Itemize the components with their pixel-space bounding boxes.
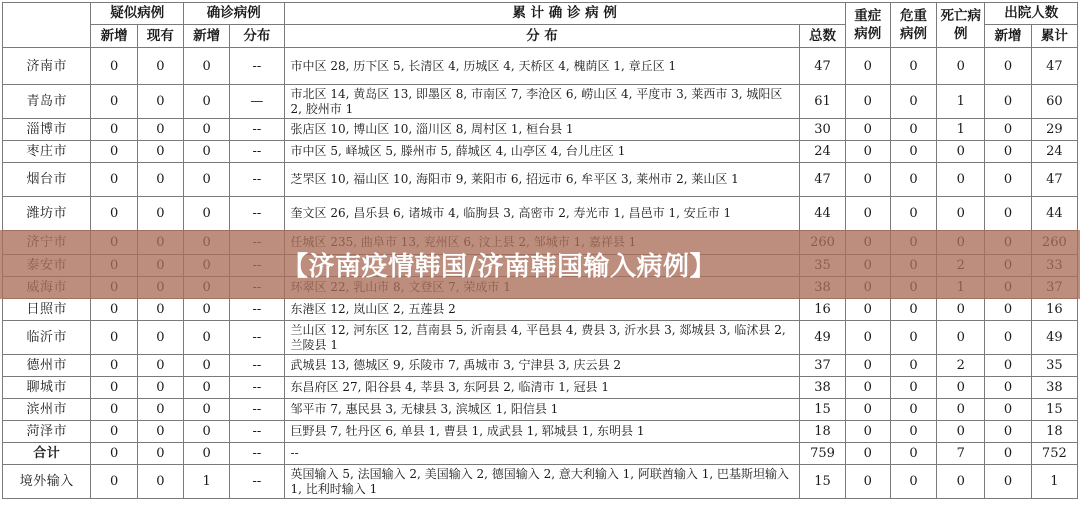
cell-suspected-current: 0 [137, 85, 183, 119]
header-total: 总数 [800, 25, 845, 48]
cell-total: 16 [800, 299, 845, 321]
cell-discharged-cumulative: 18 [1031, 421, 1077, 443]
cell-critical: 0 [890, 141, 936, 163]
table-row [3, 399, 1078, 421]
cell-discharged-new: 0 [985, 355, 1031, 377]
cell-confirmed-new: 0 [183, 299, 229, 321]
cell-distribution: 兰山区 12, 河东区 12, 莒南县 5, 沂南县 4, 平邑县 4, 费县 3, 沂水县 3, 郯城县 3, 临沭县 2, 兰陵县 1 [284, 321, 800, 355]
cell-deaths: 0 [937, 163, 985, 197]
cell-severe: 0 [845, 141, 890, 163]
cell-discharged-cumulative: 29 [1031, 119, 1077, 141]
cell-critical: 0 [890, 321, 936, 355]
cell-confirmed-distribution: -- [230, 321, 284, 355]
cell-severe: 0 [845, 465, 890, 499]
cell-discharged-new: 0 [985, 321, 1031, 355]
cell-total: 38 [800, 377, 845, 399]
city-name: 烟台市 [3, 163, 91, 197]
cell-total: 759 [800, 443, 845, 465]
cell-discharged-new: 0 [985, 141, 1031, 163]
cell-critical: 0 [890, 85, 936, 119]
cell-discharged-new: 0 [985, 377, 1031, 399]
cell-discharged-cumulative: 38 [1031, 377, 1077, 399]
cell-suspected-current: 0 [137, 163, 183, 197]
cell-total: 47 [800, 163, 845, 197]
cell-confirmed-distribution: -- [230, 421, 284, 443]
cell-distribution: 芝罘区 10, 福山区 10, 海阳市 9, 莱阳市 6, 招远市 6, 牟平区 3, 莱州市 2, 莱山区 1 [284, 163, 800, 197]
cell-confirmed-new: 0 [183, 48, 229, 85]
cell-deaths: 0 [937, 399, 985, 421]
city-name: 临沂市 [3, 321, 91, 355]
cell-discharged-cumulative: 60 [1031, 85, 1077, 119]
cell-discharged-cumulative: 16 [1031, 299, 1077, 321]
city-name: 淄博市 [3, 119, 91, 141]
cell-suspected-current: 0 [137, 299, 183, 321]
cell-total: 61 [800, 85, 845, 119]
cell-distribution: 邹平市 7, 惠民县 3, 无棣县 3, 滨城区 1, 阳信县 1 [284, 399, 800, 421]
cell-distribution: 武城县 13, 德城区 9, 乐陵市 7, 禹城市 3, 宁津县 3, 庆云县 2 [284, 355, 800, 377]
header-discharged: 出院人数 [985, 3, 1078, 25]
cell-distribution: 市中区 28, 历下区 5, 长清区 4, 历城区 4, 天桥区 4, 槐荫区 1, 章丘区 1 [284, 48, 800, 85]
cell-critical: 0 [890, 163, 936, 197]
cell-distribution: 市中区 5, 峄城区 5, 滕州市 5, 薛城区 4, 山亭区 4, 台儿庄区 1 [284, 141, 800, 163]
cell-discharged-cumulative: 35 [1031, 355, 1077, 377]
city-name: 菏泽市 [3, 421, 91, 443]
cell-discharged-cumulative: 1 [1031, 465, 1077, 499]
header-discharged-new: 新增 [985, 25, 1031, 48]
cell-deaths: 0 [937, 377, 985, 399]
total-row [3, 443, 1078, 465]
cell-distribution: 巨野县 7, 牡丹区 6, 单县 1, 曹县 1, 成武县 1, 郓城县 1, 东明县 1 [284, 421, 800, 443]
cell-distribution: 奎文区 26, 昌乐县 6, 诸城市 4, 临朐县 3, 高密市 2, 寿光市 1, 昌邑市 1, 安丘市 1 [284, 197, 800, 231]
cell-total: 47 [800, 48, 845, 85]
table-row [3, 299, 1078, 321]
table-row [3, 85, 1078, 119]
cell-critical: 0 [890, 355, 936, 377]
cell-severe: 0 [845, 299, 890, 321]
cell-confirmed-new: 0 [183, 197, 229, 231]
cell-critical: 0 [890, 443, 936, 465]
cell-severe: 0 [845, 421, 890, 443]
cell-suspected-new: 0 [91, 399, 137, 421]
cell-suspected-new: 0 [91, 421, 137, 443]
cell-total: 15 [800, 399, 845, 421]
table-row [3, 321, 1078, 355]
import-label: 境外输入 [3, 465, 91, 499]
cell-distribution: 市北区 14, 黄岛区 13, 即墨区 8, 市南区 7, 李沧区 6, 崂山区 4, 平度市 3, 莱西市 3, 城阳区 2, 胶州市 1 [284, 85, 800, 119]
cell-confirmed-distribution: -- [230, 119, 284, 141]
cell-confirmed-distribution: -- [230, 399, 284, 421]
cell-confirmed-new: 1 [183, 465, 229, 499]
corner-cell [3, 3, 91, 48]
cell-confirmed-new: 0 [183, 119, 229, 141]
cell-suspected-new: 0 [91, 443, 137, 465]
cell-confirmed-new: 0 [183, 443, 229, 465]
cell-suspected-new: 0 [91, 85, 137, 119]
cell-discharged-new: 0 [985, 421, 1031, 443]
banner-title: 【济南疫情韩国/济南韩国输入病例】 [282, 252, 716, 282]
city-name: 枣庄市 [3, 141, 91, 163]
header-discharged-cumulative: 累计 [1031, 25, 1077, 48]
cell-total: 37 [800, 355, 845, 377]
cell-deaths: 1 [937, 119, 985, 141]
cell-total: 15 [800, 465, 845, 499]
cell-critical: 0 [890, 377, 936, 399]
cell-critical: 0 [890, 465, 936, 499]
cell-critical: 0 [890, 197, 936, 231]
cell-deaths: 0 [937, 48, 985, 85]
cell-discharged-new: 0 [985, 48, 1031, 85]
table-row [3, 355, 1078, 377]
cell-discharged-cumulative: 15 [1031, 399, 1077, 421]
cell-suspected-new: 0 [91, 141, 137, 163]
cell-confirmed-distribution: -- [230, 299, 284, 321]
cell-suspected-current: 0 [137, 443, 183, 465]
cell-confirmed-distribution: -- [230, 163, 284, 197]
cell-total: 30 [800, 119, 845, 141]
cell-discharged-new: 0 [985, 399, 1031, 421]
cell-severe: 0 [845, 321, 890, 355]
cell-discharged-new: 0 [985, 163, 1031, 197]
cell-deaths: 2 [937, 355, 985, 377]
cell-discharged-new: 0 [985, 299, 1031, 321]
header-severe: 重症病例 [845, 3, 890, 48]
cell-confirmed-distribution: -- [230, 48, 284, 85]
cell-suspected-current: 0 [137, 421, 183, 443]
cell-suspected-current: 0 [137, 197, 183, 231]
cell-severe: 0 [845, 355, 890, 377]
city-name: 济南市 [3, 48, 91, 85]
header-critical: 危重病例 [890, 3, 936, 48]
cell-discharged-new: 0 [985, 443, 1031, 465]
import-row [3, 465, 1078, 499]
header-suspected: 疑似病例 [91, 3, 184, 25]
cell-total: 44 [800, 197, 845, 231]
cell-suspected-current: 0 [137, 355, 183, 377]
city-name: 滨州市 [3, 399, 91, 421]
cell-confirmed-new: 0 [183, 141, 229, 163]
cell-confirmed-new: 0 [183, 377, 229, 399]
city-name: 日照市 [3, 299, 91, 321]
header-confirmed-distribution: 分布 [230, 25, 284, 48]
cell-discharged-cumulative: 47 [1031, 163, 1077, 197]
cell-suspected-new: 0 [91, 465, 137, 499]
cell-deaths: 0 [937, 299, 985, 321]
cell-deaths: 0 [937, 197, 985, 231]
cell-suspected-new: 0 [91, 299, 137, 321]
cell-confirmed-distribution: -- [230, 377, 284, 399]
cell-severe: 0 [845, 119, 890, 141]
cell-discharged-cumulative: 24 [1031, 141, 1077, 163]
table-row [3, 119, 1078, 141]
header-distribution: 分 布 [284, 25, 800, 48]
cell-deaths: 1 [937, 85, 985, 119]
cell-confirmed-new: 0 [183, 85, 229, 119]
header-deaths: 死亡病例 [937, 3, 985, 48]
cell-confirmed-new: 0 [183, 163, 229, 197]
cell-discharged-cumulative: 44 [1031, 197, 1077, 231]
cell-total: 24 [800, 141, 845, 163]
cell-severe: 0 [845, 197, 890, 231]
cell-distribution: 张店区 10, 博山区 10, 淄川区 8, 周村区 1, 桓台县 1 [284, 119, 800, 141]
cell-suspected-current: 0 [137, 141, 183, 163]
cell-confirmed-new: 0 [183, 399, 229, 421]
header-suspected-new: 新增 [91, 25, 137, 48]
cell-suspected-current: 0 [137, 119, 183, 141]
cell-severe: 0 [845, 377, 890, 399]
cell-critical: 0 [890, 119, 936, 141]
cell-total: 18 [800, 421, 845, 443]
cell-suspected-new: 0 [91, 48, 137, 85]
cell-confirmed-new: 0 [183, 321, 229, 355]
cell-suspected-current: 0 [137, 48, 183, 85]
cell-critical: 0 [890, 421, 936, 443]
table-row [3, 141, 1078, 163]
cell-suspected-new: 0 [91, 163, 137, 197]
table-row [3, 48, 1078, 85]
cell-deaths: 0 [937, 421, 985, 443]
cell-confirmed-distribution: -- [230, 443, 284, 465]
cell-deaths: 7 [937, 443, 985, 465]
table-row [3, 377, 1078, 399]
cell-total: 49 [800, 321, 845, 355]
cell-severe: 0 [845, 163, 890, 197]
cell-discharged-new: 0 [985, 465, 1031, 499]
cell-confirmed-distribution: -- [230, 465, 284, 499]
cell-suspected-new: 0 [91, 355, 137, 377]
cell-suspected-new: 0 [91, 321, 137, 355]
cell-distribution: 英国输入 5, 法国输入 2, 美国输入 2, 德国输入 2, 意大利输入 1, 阿联酋输入 1, 巴基斯坦输入 1, 比利时输入 1 [284, 465, 800, 499]
cell-suspected-current: 0 [137, 465, 183, 499]
cell-discharged-cumulative: 47 [1031, 48, 1077, 85]
cell-suspected-current: 0 [137, 321, 183, 355]
table-row [3, 163, 1078, 197]
cell-severe: 0 [845, 399, 890, 421]
cell-severe: 0 [845, 85, 890, 119]
cell-deaths: 0 [937, 141, 985, 163]
cell-confirmed-new: 0 [183, 421, 229, 443]
cell-confirmed-new: 0 [183, 355, 229, 377]
cell-discharged-new: 0 [985, 119, 1031, 141]
cell-discharged-cumulative: 752 [1031, 443, 1077, 465]
city-name: 聊城市 [3, 377, 91, 399]
header-suspected-current: 现有 [137, 25, 183, 48]
cell-discharged-new: 0 [985, 85, 1031, 119]
cell-suspected-new: 0 [91, 377, 137, 399]
title-banner [0, 230, 1080, 299]
header-confirmed-new: 新增 [183, 25, 229, 48]
cell-suspected-current: 0 [137, 377, 183, 399]
cell-critical: 0 [890, 399, 936, 421]
table-row [3, 197, 1078, 231]
cell-confirmed-distribution: — [230, 85, 284, 119]
header-cumulative: 累 计 确 诊 病 例 [284, 3, 845, 25]
cell-discharged-new: 0 [985, 197, 1031, 231]
cell-confirmed-distribution: -- [230, 197, 284, 231]
cell-suspected-current: 0 [137, 399, 183, 421]
cell-deaths: 0 [937, 465, 985, 499]
table-row [3, 421, 1078, 443]
cell-deaths: 0 [937, 321, 985, 355]
total-label: 合计 [3, 443, 91, 465]
cell-critical: 0 [890, 299, 936, 321]
city-name: 德州市 [3, 355, 91, 377]
city-name: 潍坊市 [3, 197, 91, 231]
cell-distribution: 东昌府区 27, 阳谷县 4, 莘县 3, 东阿县 2, 临清市 1, 冠县 1 [284, 377, 800, 399]
cell-suspected-new: 0 [91, 119, 137, 141]
cell-discharged-cumulative: 49 [1031, 321, 1077, 355]
cell-severe: 0 [845, 48, 890, 85]
cell-distribution: 东港区 12, 岚山区 2, 五莲县 2 [284, 299, 800, 321]
header-confirmed: 确诊病例 [183, 3, 284, 25]
cell-distribution: -- [284, 443, 800, 465]
cell-suspected-new: 0 [91, 197, 137, 231]
cell-critical: 0 [890, 48, 936, 85]
cell-severe: 0 [845, 443, 890, 465]
cell-confirmed-distribution: -- [230, 355, 284, 377]
cell-confirmed-distribution: -- [230, 141, 284, 163]
city-name: 青岛市 [3, 85, 91, 119]
